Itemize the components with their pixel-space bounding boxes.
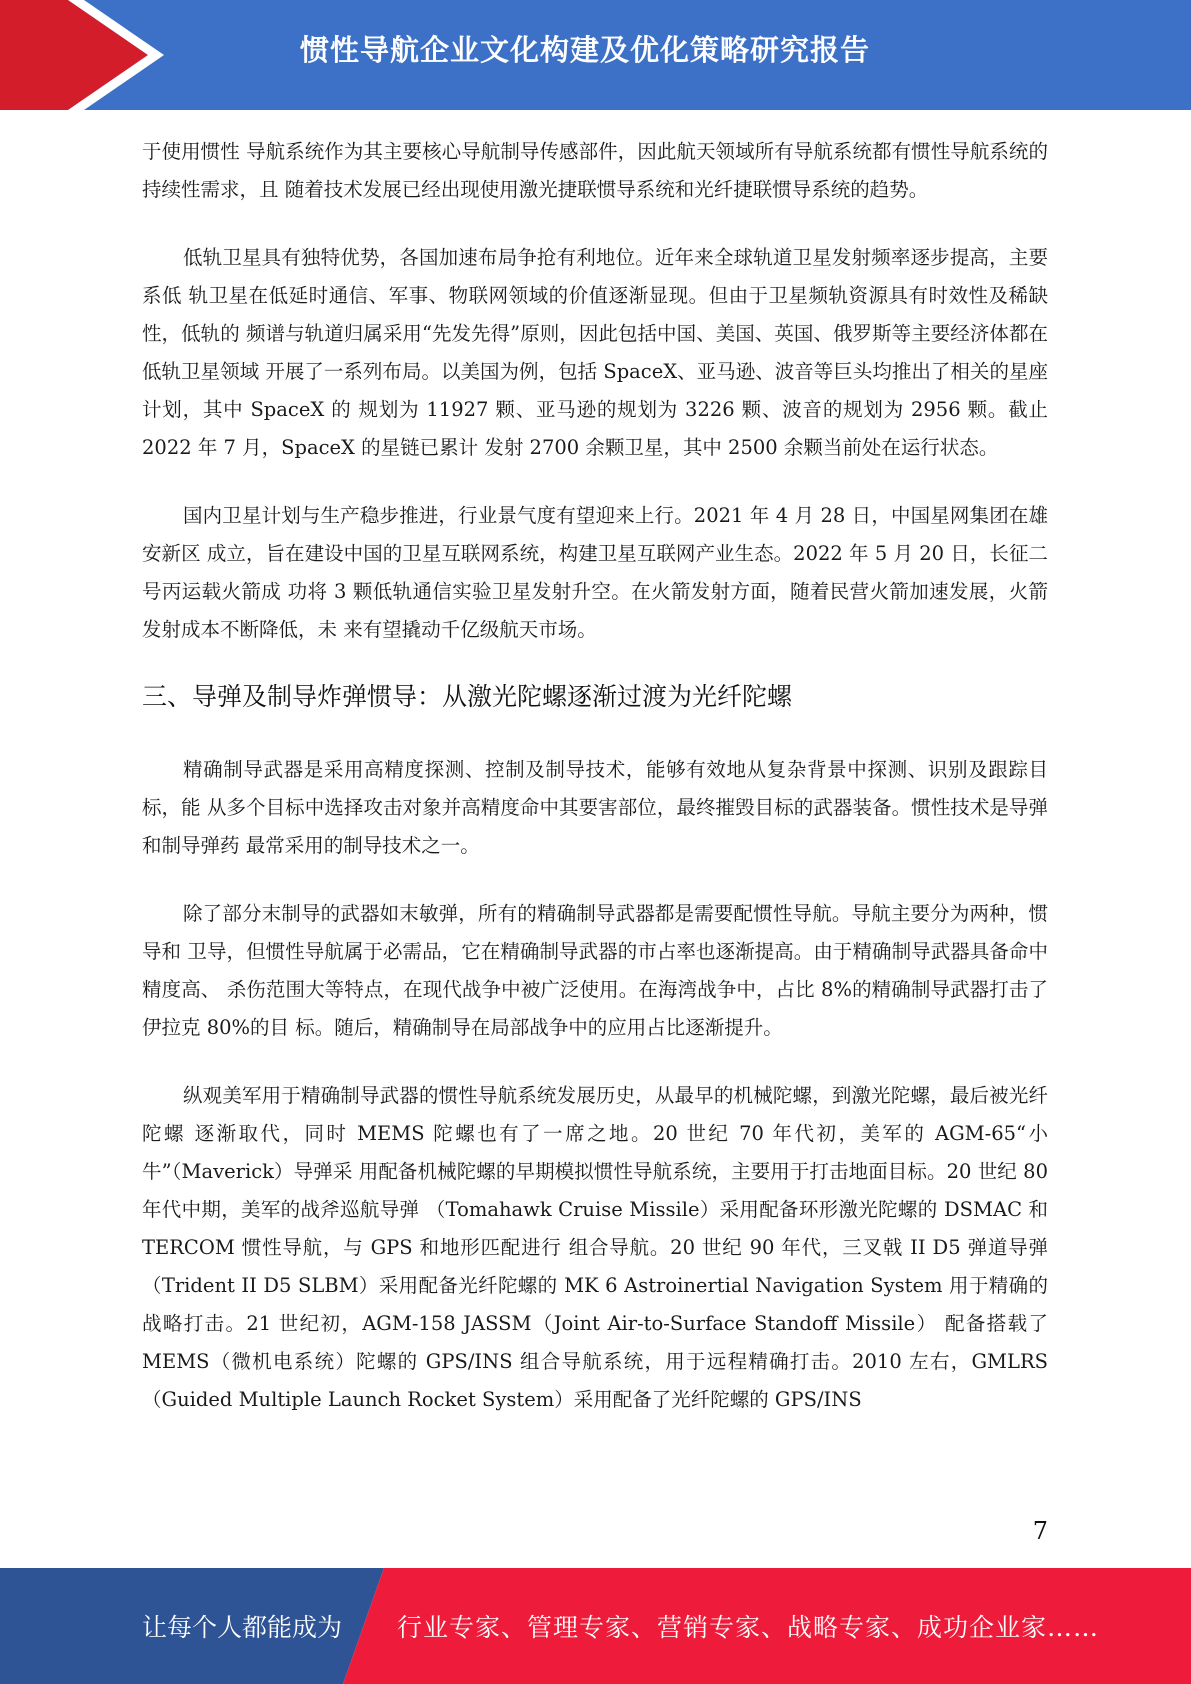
body-paragraph: 于使用惯性 导航系统作为其主要核心导航制导传感部件，因此航天领域所有导航系统都有惯性导航系统的持续性需求，且 随着技术发展已经出现使用激光捷联惯导系统和光纤捷联惯导系统的趋势。 [142, 140, 1048, 201]
body-paragraph: 纵观美军用于精确制导武器的惯性导航系统发展历史，从最早的机械陀螺，到激光陀螺，最后被光纤陀螺 逐渐取代，同时 MEMS 陀螺也有了一席之地。20 世纪 70 年代初，美军的 AGM-65“小牛”（Maverick）导弹采 用配备机械陀螺的早期模拟惯性导航系统，主要用于打击地面目标。20 世纪 80 年代中期，美军的战斧巡航导弹 （Tomahawk Cruise Missile）采用配备环形激光陀螺的 DSMAC 和 TERCOM 惯性导航，与 GPS 和地形匹配进行 组合导航。20 世纪 90 年代，三叉戟 II D5 弹道导弹 （Trident II D5 SLBM）采用配备光纤陀螺的 MK 6 Astroinertial Navigation System 用于精确的战略打击。21 世纪初，AGM-158 JASSM（Joint Air-to-Surface Standoff Missile） 配备搭载了 MEMS（微机电系统）陀螺的 GPS/INS 组合导航系统，用于远程精确打击。2010 左右，GMLRS （Guided Multiple Launch Rocket System）采用配备了光纤陀螺的 GPS/INS [142, 1084, 1048, 1411]
document-body [142, 133, 1048, 1449]
page-footer [0, 1568, 1191, 1684]
footer-slogan-left: 让每个人都能成为 [142, 1613, 343, 1642]
footer-slogan-right: 行业专家、管理专家、营销专家、战略专家、成功企业家…… [397, 1613, 1100, 1642]
section-heading: 三、导弹及制导炸弹惯导：从激光陀螺逐渐过渡为光纤陀螺 [142, 682, 793, 711]
page-number: 7 [1032, 1517, 1048, 1545]
page-header [0, 0, 1191, 110]
body-paragraph: 国内卫星计划与生产稳步推进，行业景气度有望迎来上行。2021 年 4 月 28 日，中国星网集团在雄安新区 成立，旨在建设中国的卫星互联网系统，构建卫星互联网产业生态。2022 年 5 月 20 日，长征二号丙运载火箭成 功将 3 颗低轨通信实验卫星发射升空。在火箭发射方面，随着民营火箭加速发展，火箭发射成本不断降低，未 来有望撬动千亿级航天市场。 [142, 504, 1048, 641]
body-paragraph: 精确制导武器是采用高精度探测、控制及制导技术，能够有效地从复杂背景中探测、识别及跟踪目标，能 从多个目标中选择攻击对象并高精度命中其要害部位，最终摧毁目标的武器装备。惯性技术是导弹和制导弹药 最常采用的制导技术之一。 [142, 758, 1048, 857]
body-paragraph: 低轨卫星具有独特优势，各国加速布局争抢有利地位。近年来全球轨道卫星发射频率逐步提高，主要系低 轨卫星在低延时通信、军事、物联网领域的价值逐渐显现。但由于卫星频轨资源具有时效性及稀缺性，低轨的 频谱与轨道归属采用“先发先得”原则，因此包括中国、美国、英国、俄罗斯等主要经济体都在低轨卫星领域 开展了一系列布局。以美国为例，包括 SpaceX、亚马逊、波音等巨头均推出了相关的星座计划，其中 SpaceX 的 规划为 11927 颗、亚马逊的规划为 3226 颗、波音的规划为 2956 颗。截止 2022 年 7 月，SpaceX 的星链已累计 发射 2700 余颗卫星，其中 2500 余颗当前处在运行状态。 [142, 246, 1048, 459]
body-paragraph: 除了部分末制导的武器如末敏弹，所有的精确制导武器都是需要配惯性导航。导航主要分为两种，惯导和 卫导，但惯性导航属于必需品，它在精确制导武器的市占率也逐渐提高。由于精确制导武器具备命中精度高、 杀伤范围大等特点，在现代战争中被广泛使用。在海湾战争中，占比 8%的精确制导武器打击了伊拉克 80%的目 标。随后，精确制导在局部战争中的应用占比逐渐提升。 [142, 902, 1048, 1039]
report-title: 惯性导航企业文化构建及优化策略研究报告 [300, 33, 871, 67]
